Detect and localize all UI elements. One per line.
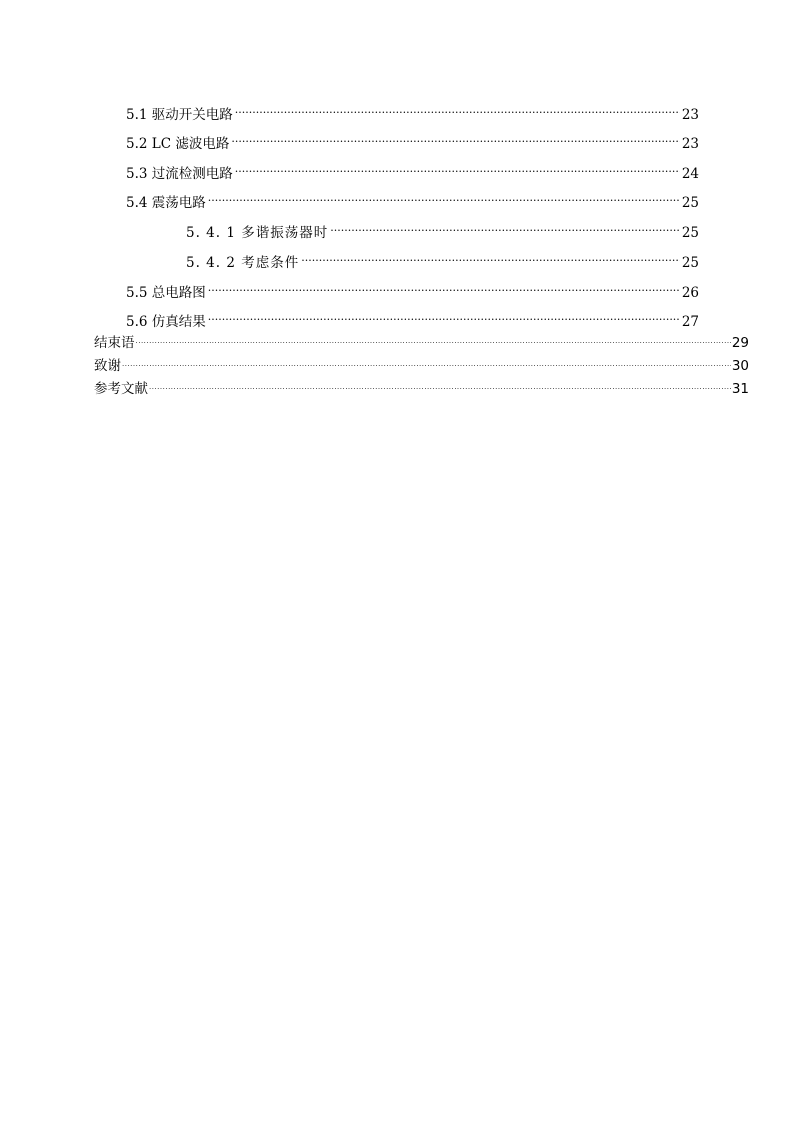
toc-entry-page-number: 26 [681,285,699,301]
toc-entry-page-number: 25 [681,195,699,211]
toc-entry-label: 5. 4. 1 多谐振荡器时 [186,225,329,241]
dot-leader [330,224,680,238]
toc-entry-label: 5.3 过流检测电路 [126,166,233,182]
toc-entry-5-5[interactable] [126,281,699,301]
toc-entry-label: 5.6 仿真结果 [126,314,206,330]
toc-entry-page-number: 24 [681,166,699,182]
toc-entry-5-2[interactable] [126,132,699,152]
toc-entry-label: 5.1 驱动开关电路 [126,107,233,123]
dot-leader [231,135,679,149]
toc-entry-page-number: 30 [731,358,749,374]
dot-leader [208,284,680,298]
toc-entry-5-3[interactable] [126,162,699,182]
toc-entry-page-number: 29 [731,335,749,351]
toc-entry-label: 5.2 LC 滤波电路 [126,136,230,152]
dot-leader [301,254,680,268]
toc-entry-label: 5.4 震荡电路 [126,195,206,211]
toc-entry-page-number: 31 [731,381,749,397]
dot-leader [149,380,731,394]
toc-entry-references[interactable] [94,377,749,397]
toc-entry-label: 5. 4. 2 考虑条件 [186,255,300,271]
toc-entry-label: 参考文献 [94,381,148,397]
toc-entry-conclusion[interactable] [94,331,749,351]
toc-entry-5-4[interactable] [126,191,699,211]
toc-entry-page-number: 25 [681,225,699,241]
dot-leader [235,165,680,179]
toc-entry-page-number: 25 [681,255,699,271]
dot-leader [122,357,731,371]
toc-entry-label: 5.5 总电路图 [126,285,206,301]
dot-leader [136,334,731,348]
toc-entry-page-number: 23 [681,136,699,152]
toc-entry-page-number: 23 [681,107,699,123]
dot-leader [208,194,680,208]
toc-entry-label: 结束语 [94,335,135,351]
toc-entry-5-1[interactable] [126,103,699,123]
toc-entry-page-number: 27 [681,314,699,330]
toc-entry-acknowledgements[interactable] [94,354,749,374]
toc-entry-5-6[interactable] [126,310,699,330]
toc-entry-5-4-1[interactable] [186,221,699,241]
toc-entry-label: 致谢 [94,358,121,374]
dot-leader [208,313,680,327]
toc-entry-5-4-2[interactable] [186,251,699,271]
dot-leader [235,106,680,120]
